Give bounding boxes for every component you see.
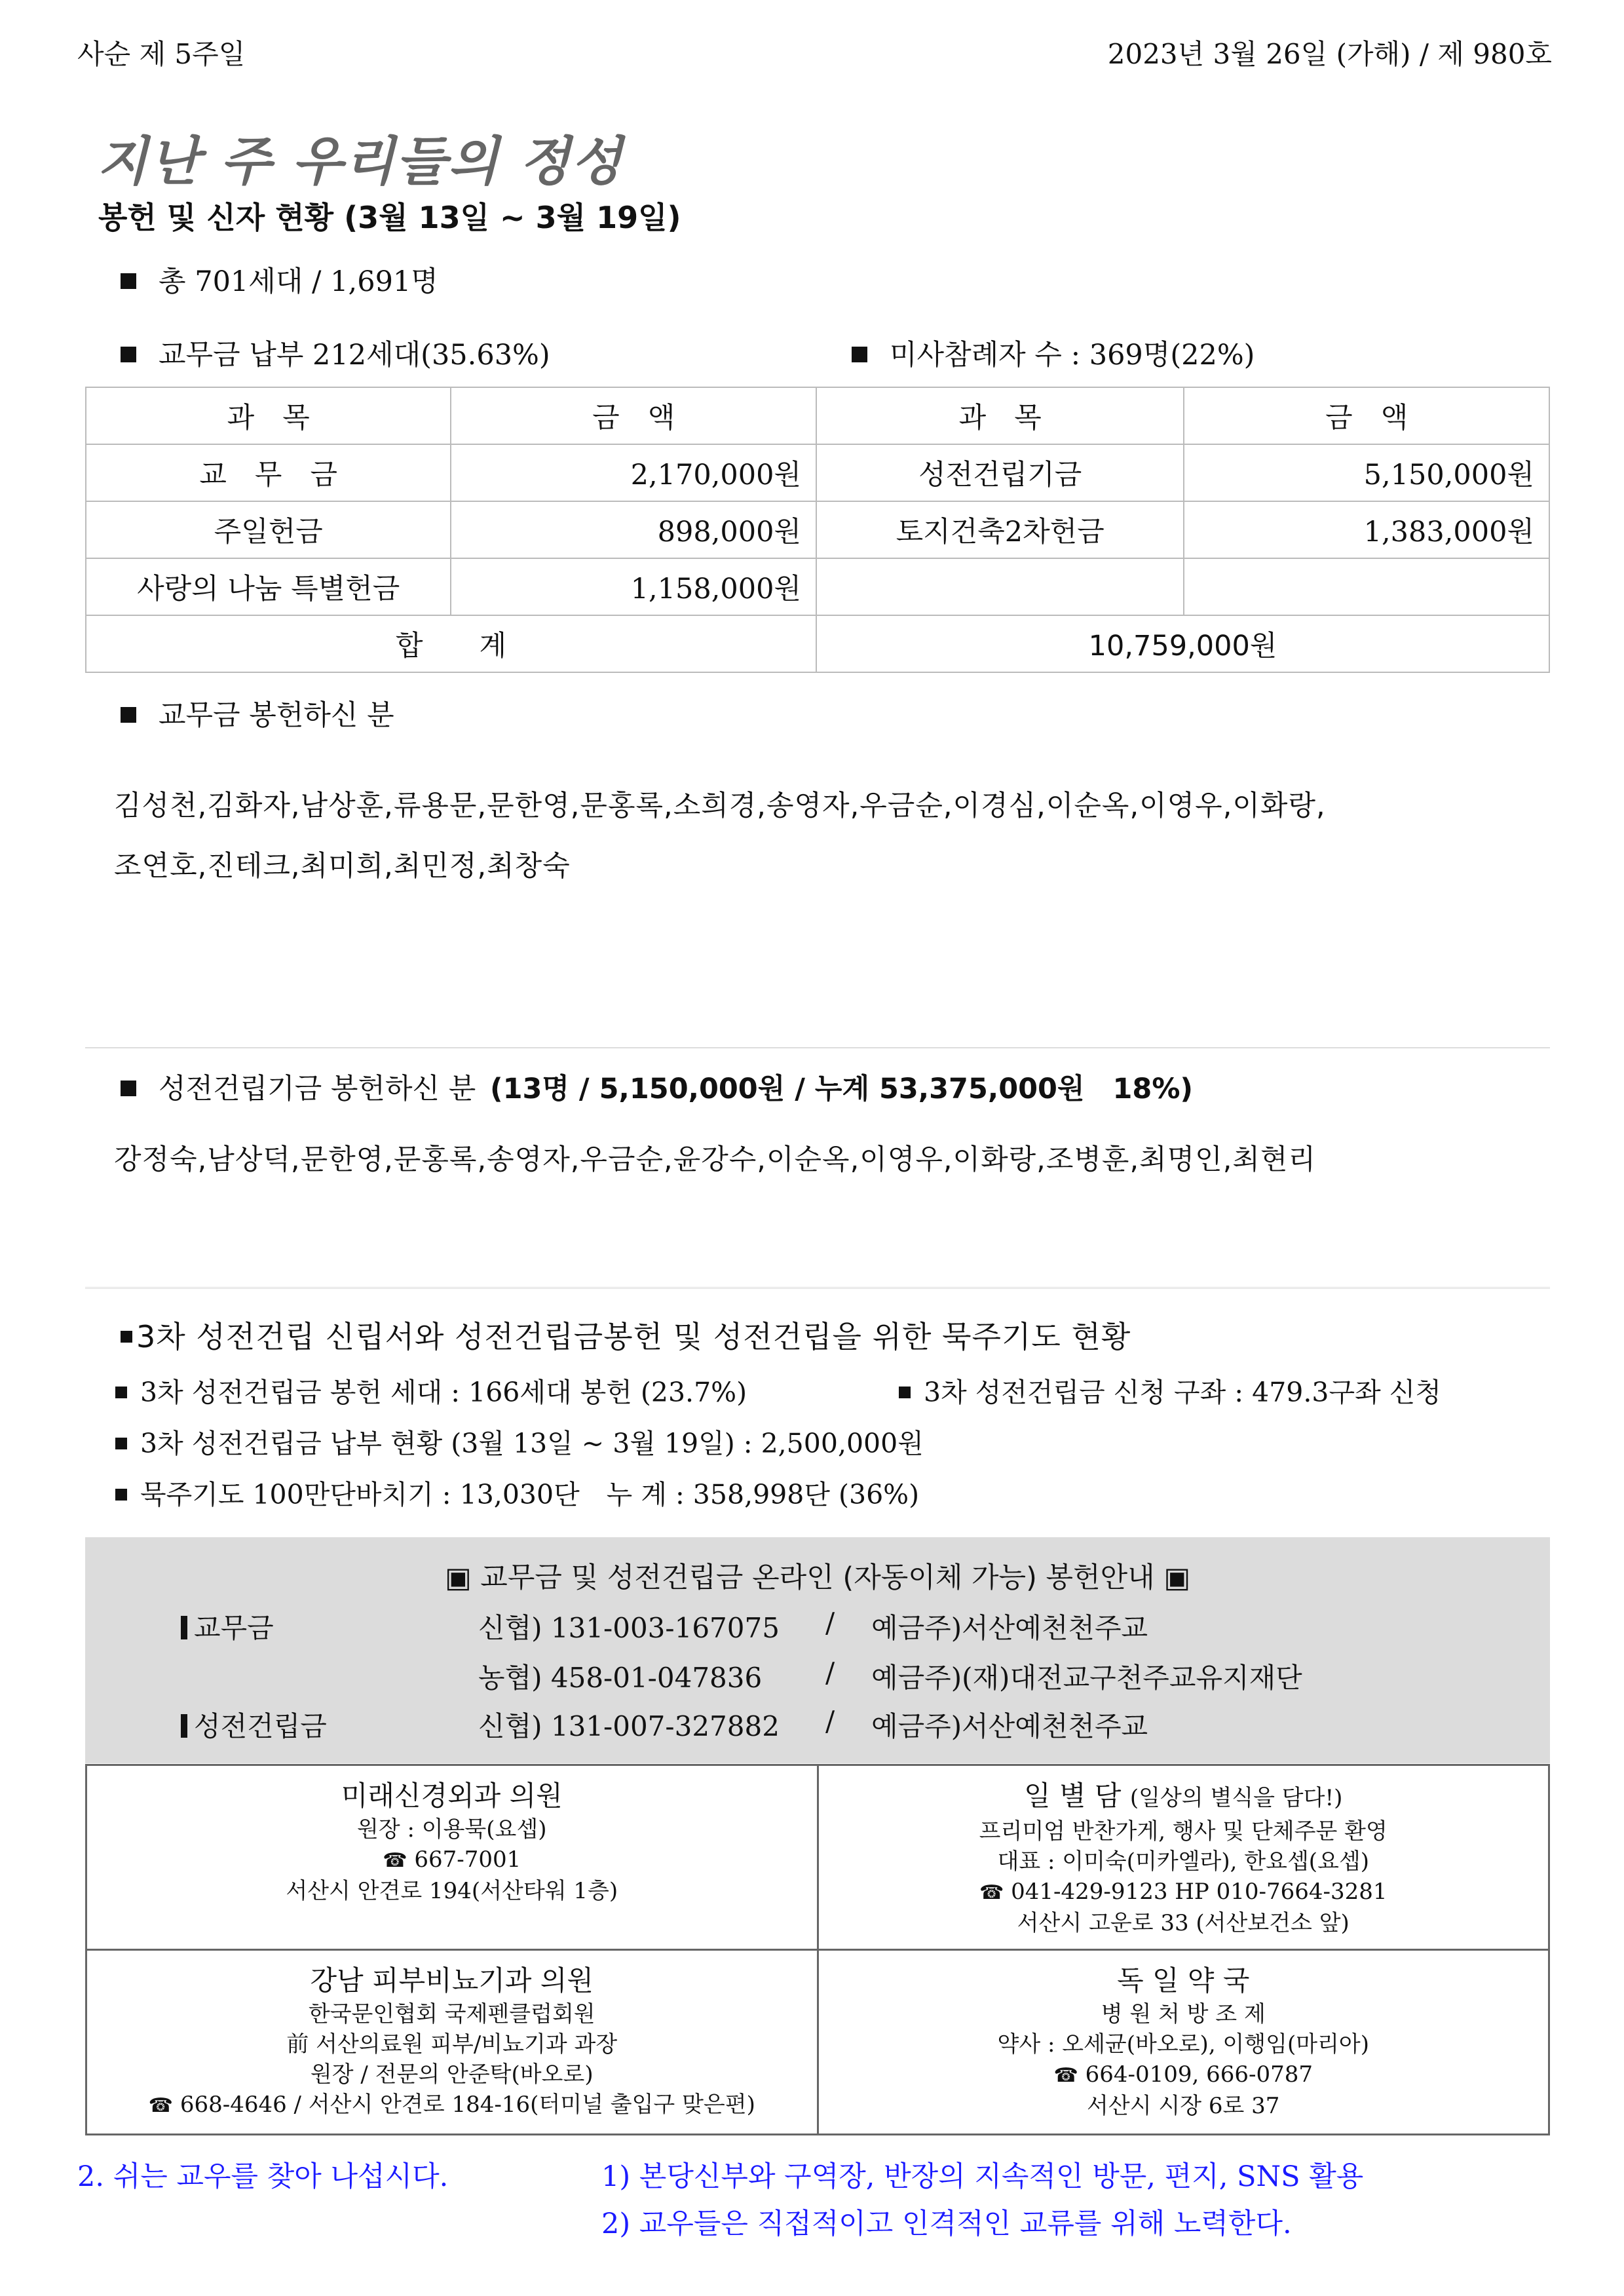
ad-title: 일 별 담 (일상의 별식을 담다!)	[1024, 1780, 1343, 1812]
account-number: 신협) 131-007-327882	[478, 1710, 780, 1742]
section-subtitle: 봉헌 및 신자 현황 (3월 13일 ~ 3월 19일)	[98, 200, 681, 235]
ad-card	[818, 1765, 1549, 1950]
bullet-square-icon	[121, 273, 136, 289]
ad-line: 원장 : 이용묵(요셉)	[356, 1816, 547, 1843]
issue-label: 사순 제 5주일	[77, 38, 246, 70]
ad-line: 서산시 시장 6로 37	[1087, 2093, 1280, 2119]
account-holder: 예금주)서산예천천주교	[871, 1612, 1148, 1644]
account-label: 성전건립금	[181, 1705, 327, 1744]
bar-bullet-icon	[181, 1714, 187, 1738]
bullet-square-icon	[115, 1387, 127, 1398]
account-number: 농협) 458-01-047836	[478, 1662, 763, 1694]
table-row	[86, 501, 1549, 558]
separator: /	[825, 1656, 835, 1689]
ad-line: 서산시 안견로 194(서산타워 1층)	[286, 1878, 618, 1904]
account-number: 신협) 131-003-167075	[478, 1612, 780, 1644]
separator: /	[825, 1705, 835, 1737]
table-cell: 성전건립기금	[816, 444, 1184, 501]
issue-date: 2023년 3월 26일 (가해) / 제 980호	[1107, 38, 1552, 70]
footer-subitem: 2) 교우들은 직접적이고 인격적인 교류를 위해 노력한다.	[601, 2208, 1292, 2240]
column-header: 과 목	[816, 387, 1184, 444]
ad-title: 독 일 약 국	[1117, 1964, 1250, 1997]
ad-phone: ☎ 667-7001	[88, 1845, 816, 1876]
ad-card	[86, 1765, 818, 1950]
building-donors-list	[114, 1130, 1316, 1190]
section-divider	[85, 1287, 1550, 1289]
online-giving-box	[85, 1537, 1550, 1763]
ads-table	[85, 1764, 1550, 2135]
total-amount: 10,759,000원	[816, 615, 1549, 672]
ad-line: 서산시 고운로 33 (서산보건소 앞)	[1017, 1910, 1350, 1936]
table-row	[86, 444, 1549, 501]
bullet-square-icon	[121, 707, 136, 723]
third-building-item: 묵주기도 100만단바치기 : 13,030단 누 계 : 358,998단 (36%)	[115, 1473, 919, 1512]
ad-phone: ☎ 041-429-9123 HP 010-7664-3281	[820, 1877, 1548, 1908]
separator: /	[825, 1607, 835, 1639]
table-cell: 토지건축2차헌금	[816, 501, 1184, 558]
table-cell: 898,000원	[451, 501, 816, 558]
total-households: 총 701세대 / 1,691명	[121, 259, 438, 299]
third-building-item: 3차 성전건립금 신청 구좌 : 479.3구좌 신청	[899, 1371, 1441, 1409]
bullet-square-icon	[121, 347, 136, 362]
account-label: 교무금	[181, 1607, 274, 1646]
bullet-square-icon	[115, 1438, 127, 1449]
table-total-row	[86, 615, 1549, 672]
ad-phone: ☎ 668-4646 / 서산시 안견로 184-16(터미널 출입구 맞은편)	[88, 2090, 816, 2121]
column-header: 금 액	[1184, 387, 1549, 444]
ad-line: 프리미엄 반찬가게, 행사 및 단체주문 환영	[979, 1818, 1388, 1845]
phone-icon: ☎	[383, 1849, 407, 1872]
table-cell: 1,158,000원	[451, 558, 816, 615]
bullet-square-icon	[899, 1387, 911, 1398]
ad-title: 미래신경외과 의원	[341, 1780, 563, 1812]
third-building-item: 3차 성전건립금 봉헌 세대 : 166세대 봉헌 (23.7%)	[115, 1371, 747, 1409]
building-donors-heading: 성전건립기금 봉헌하신 분 (13명 / 5,150,000원 / 누계 53,375,000원 18%)	[121, 1067, 1193, 1107]
bullet-square-icon	[121, 1081, 136, 1096]
footer-subitem: 1) 본당신부와 구역장, 반장의 지속적인 방문, 편지, SNS 활용	[601, 2160, 1364, 2193]
dues-donors-heading: 교무금 봉헌하신 분	[121, 693, 394, 733]
table-cell: 1,383,000원	[1184, 501, 1549, 558]
ad-line: 약사 : 오세균(바오로), 이행임(마리아)	[997, 2031, 1370, 2057]
bullet-square-icon	[115, 1489, 127, 1501]
column-header: 과 목	[86, 387, 451, 444]
ad-card	[818, 1950, 1549, 2135]
dues-donors-list	[114, 776, 1326, 896]
bar-bullet-icon	[181, 1616, 187, 1639]
table-cell	[816, 558, 1184, 615]
donor-line: 강정숙,남상덕,문한영,문홍록,송영자,우금순,윤강수,이순옥,이영우,이화랑,조병훈,최명인,최현리	[114, 1143, 1317, 1176]
dues-stat: 교무금 납부 212세대(35.63%)	[121, 333, 550, 373]
ad-line: 한국문인협회 국제펜클럽회원	[308, 2001, 595, 2027]
third-building-item: 3차 성전건립금 납부 현황 (3월 13일 ~ 3월 19일) : 2,500,000원	[115, 1422, 924, 1461]
table-row	[86, 558, 1549, 615]
total-label: 합 계	[86, 615, 816, 672]
table-cell: 교 무 금	[86, 444, 451, 501]
table-cell: 5,150,000원	[1184, 444, 1549, 501]
ad-card	[86, 1950, 818, 2135]
column-header: 금 액	[451, 387, 816, 444]
table-cell	[1184, 558, 1549, 615]
ad-line: 前 서산의료원 피부/비뇨기과 과장	[286, 2031, 618, 2057]
ad-phone: ☎ 664-0109, 666-0787	[820, 2059, 1548, 2091]
footer-item: 2. 쉬는 교우를 찾아 나섭시다.	[77, 2160, 449, 2193]
donor-line: 김성천,김화자,남상훈,류용문,문한영,문홍록,소희경,송영자,우금순,이경심,이순옥,이영우,이화랑,	[114, 790, 1326, 822]
phone-icon: ☎	[979, 1881, 1004, 1904]
ad-line: 원장 / 전문의 안준탁(바오로)	[310, 2061, 594, 2088]
phone-icon: ☎	[148, 2094, 173, 2117]
table-cell: 2,170,000원	[451, 444, 816, 501]
online-giving-heading: ▣ 교무금 및 성전건립금 온라인 (자동이체 가능) 봉헌안내 ▣	[445, 1561, 1190, 1594]
ad-title: 강남 피부비뇨기과 의원	[310, 1964, 594, 1997]
bullet-square-icon	[852, 347, 867, 362]
ad-line: 대표 : 이미숙(미카엘라), 한요셉(요셉)	[997, 1848, 1370, 1875]
account-holder: 예금주)서산예천천주교	[871, 1710, 1148, 1742]
table-cell: 주일헌금	[86, 501, 451, 558]
page-title: 지난 주 우리들의 정성	[97, 131, 624, 192]
account-holder: 예금주)(재)대전교구천주교유지재단	[871, 1662, 1302, 1694]
donor-line: 조연호,진테크,최미희,최민정,최창숙	[114, 850, 571, 883]
phone-icon: ☎	[1053, 2064, 1078, 2087]
mass-stat: 미사참례자 수 : 369명(22%)	[852, 333, 1255, 373]
ad-line: 병 원 처 방 조 제	[1101, 2001, 1266, 2027]
offering-table	[85, 387, 1550, 673]
third-building-heading: 3차 성전건립 신립서와 성전건립금봉헌 및 성전건립을 위한 묵주기도 현황	[121, 1313, 1131, 1356]
bullet-square-icon	[121, 1331, 132, 1343]
section-divider	[85, 1047, 1550, 1048]
table-header-row	[86, 387, 1549, 444]
table-cell: 사랑의 나눔 특별헌금	[86, 558, 451, 615]
